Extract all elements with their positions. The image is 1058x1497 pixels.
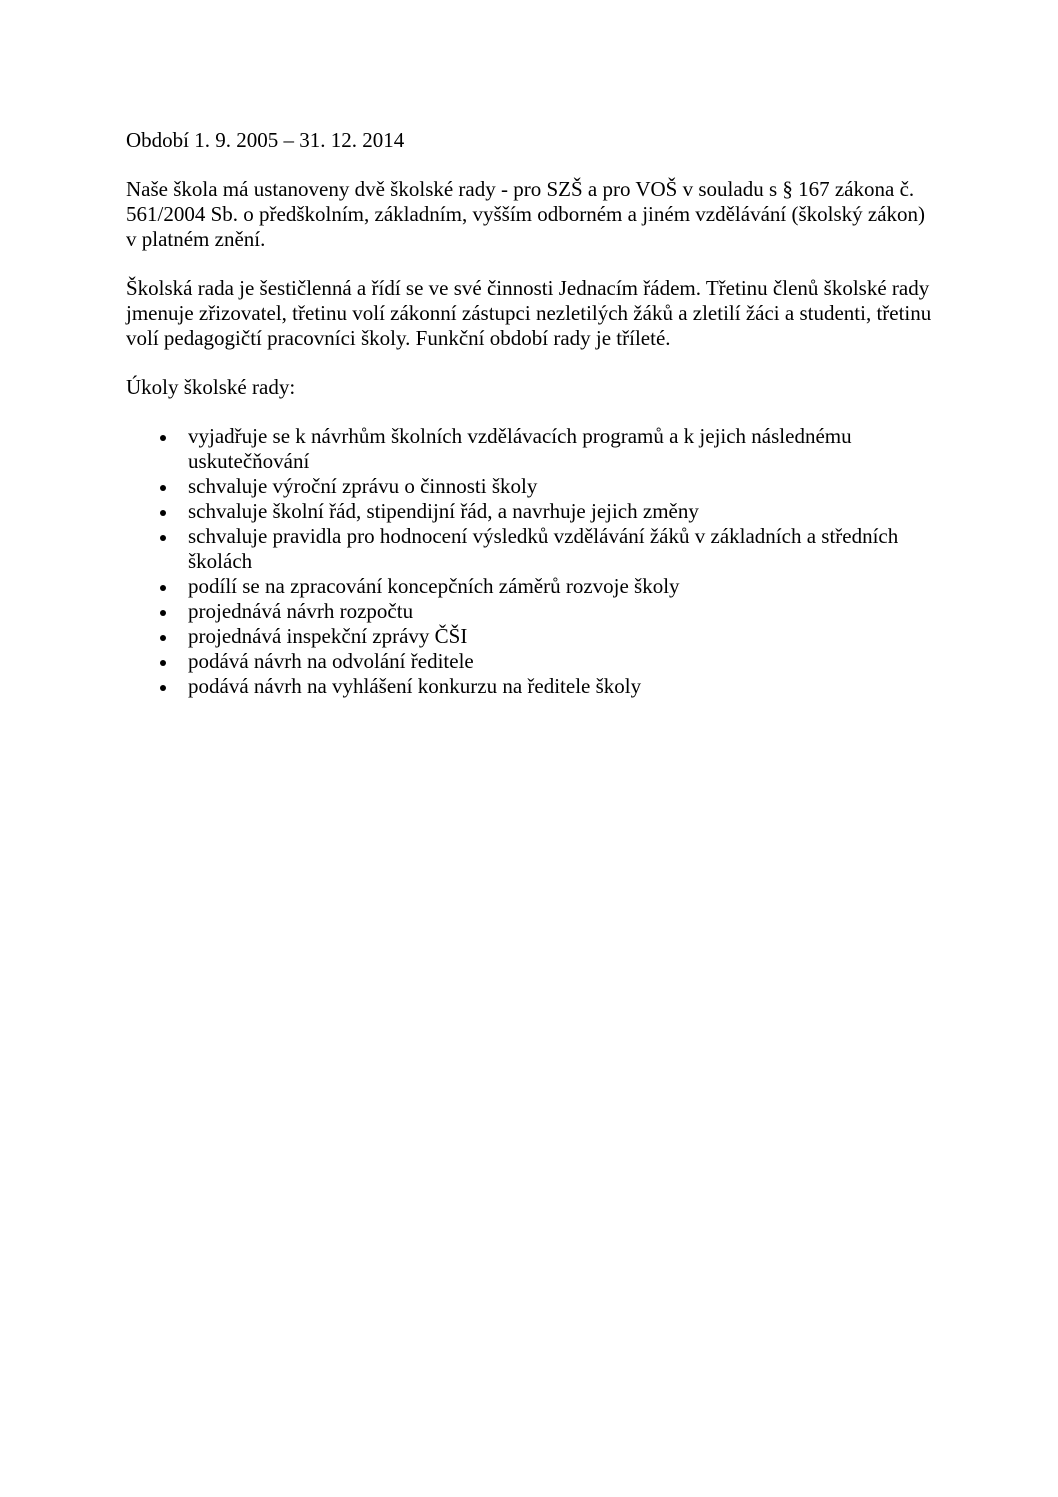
bullet-icon <box>160 685 166 691</box>
paragraph-school-councils: Naše škola má ustanoveny dvě školské rady - pro SZŠ a pro VOŠ v souladu s § 167 zákona č. 561/2004 Sb. o předškolním, základním, vyšším odborném a jiném vzdělávání (školský zákon) v platném znění. <box>126 177 926 251</box>
bullet-icon <box>160 635 166 641</box>
list-item <box>126 674 936 699</box>
list-item <box>126 649 936 674</box>
tasks-list <box>126 424 936 699</box>
list-item <box>126 474 936 499</box>
list-item-text: projednává inspekční zprávy ČŠI <box>188 624 468 648</box>
list-item-text: schvaluje výroční zprávu o činnosti školy <box>188 474 538 498</box>
period-line: Období 1. 9. 2005 – 31. 12. 2014 <box>126 128 405 152</box>
list-item <box>126 499 936 524</box>
tasks-heading: Úkoly školské rady: <box>126 375 296 399</box>
bullet-icon <box>160 535 166 541</box>
list-item <box>126 524 936 574</box>
list-item <box>126 599 936 624</box>
bullet-icon <box>160 510 166 516</box>
paragraph-council-composition: Školská rada je šestičlenná a řídí se ve své činnosti Jednacím řádem. Třetinu členů školské rady jmenuje zřizovatel, třetinu volí zákonní zástupci nezletilých žáků a zletilí žáci a studenti, třetinu volí pedagogičtí pracovníci školy. Funkční období rady je tříleté. <box>126 276 932 350</box>
bullet-icon <box>160 435 166 441</box>
list-item-text: podává návrh na vyhlášení konkurzu na ředitele školy <box>188 674 642 698</box>
list-item <box>126 424 936 474</box>
bullet-icon <box>160 485 166 491</box>
list-item-text: projednává návrh rozpočtu <box>188 599 414 623</box>
list-item-text: schvaluje pravidla pro hodnocení výsledků vzdělávání žáků v základních a středních školách <box>188 524 899 573</box>
list-item <box>126 574 936 599</box>
bullet-icon <box>160 585 166 591</box>
document-content <box>126 128 936 699</box>
list-item <box>126 624 936 649</box>
bullet-icon <box>160 660 166 666</box>
list-item-text: schvaluje školní řád, stipendijní řád, a navrhuje jejich změny <box>188 499 699 523</box>
bullet-icon <box>160 610 166 616</box>
list-item-text: vyjadřuje se k návrhům školních vzdělávacích programů a k jejich následnému uskutečňování <box>188 424 852 473</box>
list-item-text: podílí se na zpracování koncepčních záměrů rozvoje školy <box>188 574 680 598</box>
list-item-text: podává návrh na odvolání ředitele <box>188 649 474 673</box>
